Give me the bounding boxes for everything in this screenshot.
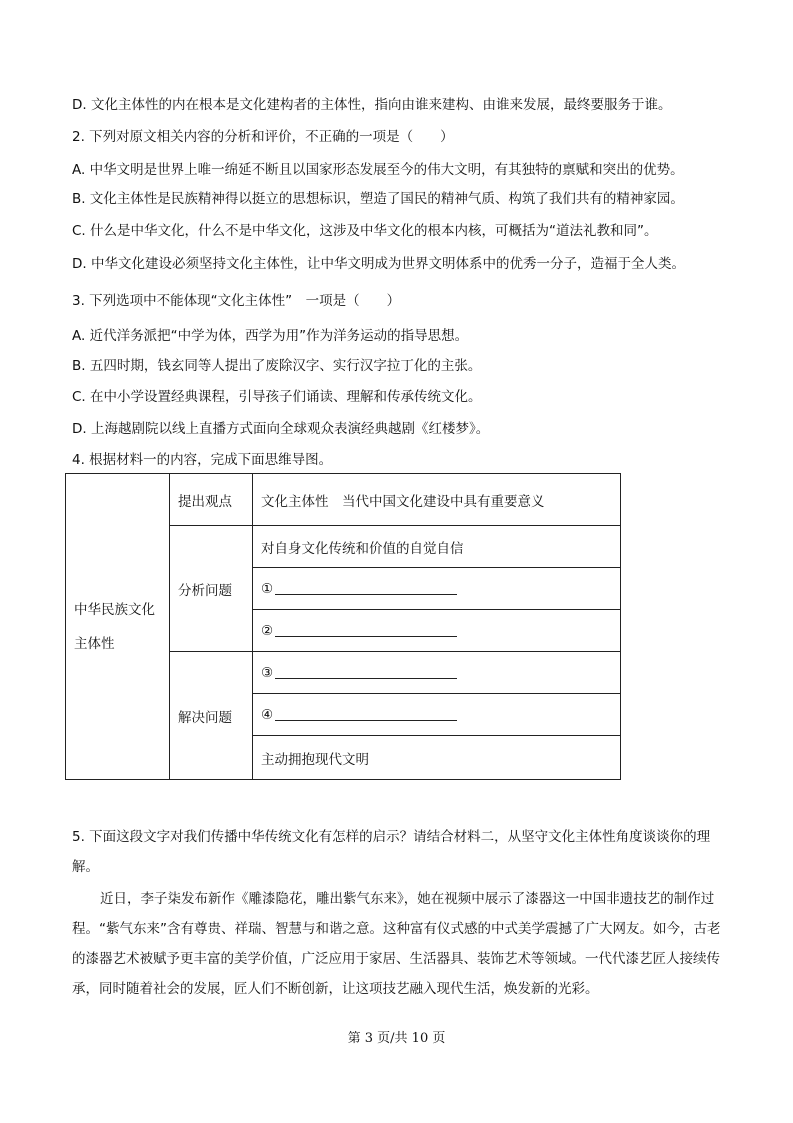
q5-passage: 近日，李子柒发布新作《雕漆隐花，雕出紫气东来》，她在视频中展示了漆器这一中国非遗技艺的制作过程。“紫气东来”含有尊贵、祥瑞、智慧与和谐之意。这种富有仪式感的中式美学震撼了广大网友。如今，古老的漆器艺术被赋予更丰富的美学价值，广泛应用于家居、生活器具、装饰艺术等领域。一代代漆艺匠人接续传承，同时随着社会的发展，匠人们不断创新，让这项技艺融入现代生活，焕发新的光彩。 xyxy=(72,891,721,997)
blank-number-2: ② xyxy=(261,623,274,639)
raise-content: 文化主体性 当代中国文化建设中具有重要意义 xyxy=(253,474,621,526)
answer-line-3[interactable] xyxy=(275,664,457,679)
analyze-item-1: 对自身文化传统和价值的自觉自信 xyxy=(253,526,621,568)
analyze-blank-2[interactable] xyxy=(253,610,621,652)
answer-line-1[interactable] xyxy=(275,580,457,595)
blank-number-3: ③ xyxy=(261,665,274,681)
mind-map-topic: 中华民族文化主体性 xyxy=(66,474,170,780)
analyze-blank-1[interactable] xyxy=(253,568,621,610)
q2-option-a: A. 中华文明是世界上唯一绵延不断且以国家形态发展至今的伟大文明，有其独特的禀赋和突出的优势。 xyxy=(72,162,684,178)
q3-option-a: A. 近代洋务派把“中学为体，西学为用”作为洋务运动的指导思想。 xyxy=(72,328,469,344)
page-footer: 第 3 页/共 10 页 xyxy=(347,1031,446,1046)
q1-option-d: D. 文化主体性的内在根本是文化建构者的主体性，指向由谁来建构、由谁来发展，最终要服务于谁。 xyxy=(72,97,672,113)
row-label-raise: 提出观点 xyxy=(170,474,253,526)
q2-option-d: D. 中华文化建设必须坚持文化主体性，让中华文明成为世界文明体系中的优秀一分子，造福于全人类。 xyxy=(72,256,685,272)
blank-number-1: ① xyxy=(261,581,274,597)
solve-item-final: 主动拥抱现代文明 xyxy=(253,736,621,780)
mind-map-table xyxy=(65,473,621,780)
solve-blank-4[interactable] xyxy=(253,694,621,736)
answer-line-4[interactable] xyxy=(275,706,457,721)
q5-stem: 5. 下面这段文字对我们传播中华传统文化有怎样的启示？请结合材料二，从坚守文化主体性角度谈谈你的理解。 xyxy=(72,829,711,875)
q2-option-c: C. 什么是中华文化，什么不是中华文化，这涉及中华文化的根本内核，可概括为“道法礼教和同”。 xyxy=(72,223,658,239)
q3-option-b: B. 五四时期，钱玄同等人提出了废除汉字、实行汉字拉丁化的主张。 xyxy=(72,358,482,374)
q2-stem: 2. 下列对原文相关内容的分析和评价，不正确的一项是（ ） xyxy=(72,129,454,145)
q3-stem: 3. 下列选项中不能体现“文化主体性” 一项是（ ） xyxy=(72,293,401,309)
row-label-analyze: 分析问题 xyxy=(170,526,253,652)
answer-line-2[interactable] xyxy=(275,622,457,637)
row-label-solve: 解决问题 xyxy=(170,652,253,780)
blank-number-4: ④ xyxy=(261,707,274,723)
solve-blank-3[interactable] xyxy=(253,652,621,694)
q2-option-b: B. 文化主体性是民族精神得以挺立的思想标识，塑造了国民的精神气质、构筑了我们共有的精神家园。 xyxy=(72,191,684,207)
q3-option-d: D. 上海越剧院以线上直播方式面向全球观众表演经典越剧《红楼梦》。 xyxy=(72,421,490,437)
q4-stem: 4. 根据材料一的内容，完成下面思维导图。 xyxy=(72,452,333,468)
q3-option-c: C. 在中小学设置经典课程，引导孩子们诵读、理解和传承传统文化。 xyxy=(72,389,482,405)
